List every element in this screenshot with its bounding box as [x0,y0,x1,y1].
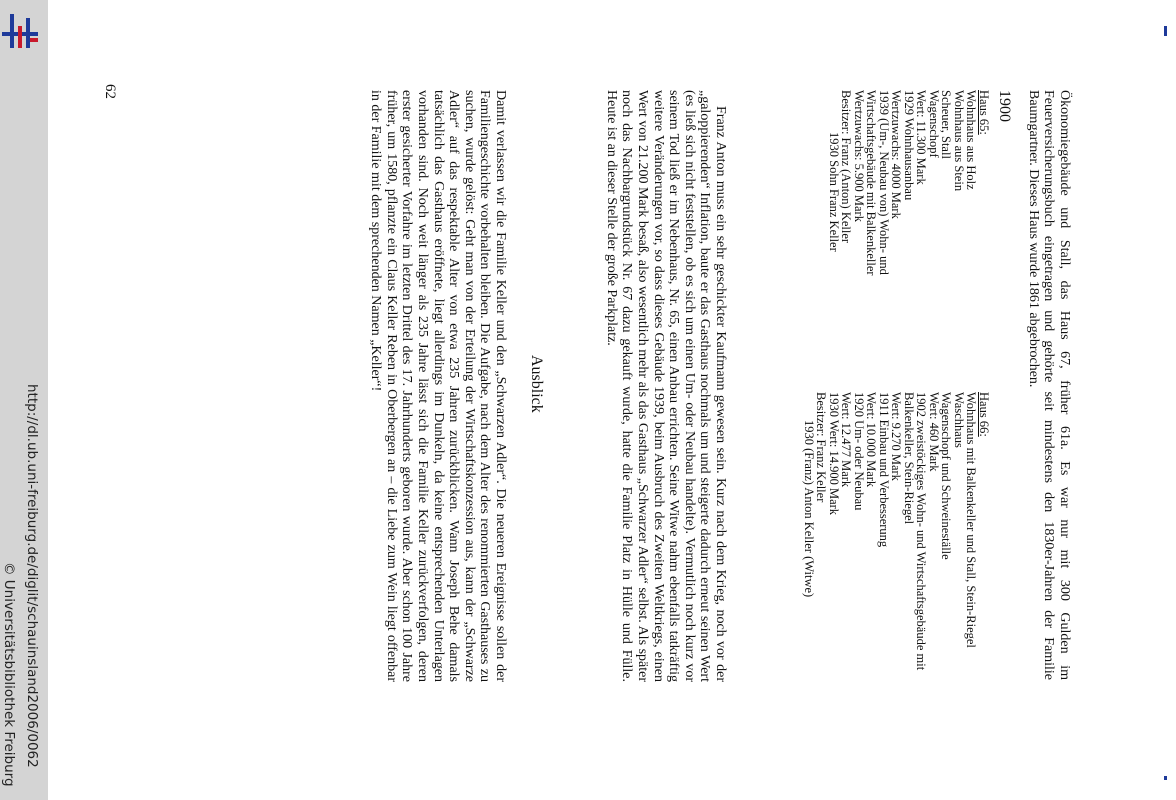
haus65-line: Wohnhaus aus Holz [964,90,979,190]
year-heading: 1900 [996,90,1013,122]
haus66-line: Wagenschopf und Schweineställe [939,392,954,560]
haus65-line: Scheuer, Stall [939,90,954,159]
haus65-line: 1930 Sohn Franz Keller [827,132,841,252]
haus66-line: Wert: 10.000 Mark [864,392,879,488]
page-number: 62 [102,84,118,99]
haus66-line: Balkenkeller, Stein-Riegel [902,392,916,525]
intro-text: Ökonomiegebäude und Stall, das Haus 67, früher 61a. Es war nur mit 300 Gulden im Feuerversicherungsbuch eingetragen und gehörte seit mindestens den 1830er-Jahren der Familie Baumgartner. Dieses Haus wurde 1861 abgebrochen. [1025,90,1072,680]
ausblick-paragraph [368,90,508,682]
ausblick-heading: Ausblick [528,355,545,413]
haus66-line: 1930 (Franz) Anton Keller (Witwe) [802,420,816,598]
haus66-line: Wohnhaus mit Balkenkeller und Stall, Stein-Riegel [964,392,979,648]
haus66-line: 1902 zweistöckiges Wohn- und Wirtschaftsgebäude mit [914,392,929,671]
franz-anton-paragraph [603,90,728,682]
copyright-notice: © Universitätsbibliothek Freiburg [1,562,17,787]
haus65-line: Wertzuwachs: 4000 Mark [889,90,904,219]
edge-mark [1164,776,1167,780]
haus65-line: Wirtschaftsgebäude mit Balkenkeller [864,90,879,276]
haus65-line: Besitzer: Franz (Anton) Keller [839,90,854,244]
haus66-line: Waschhaus [952,392,966,448]
franz-anton-text: Franz Anton muss ein sehr geschickter Kaufmann gewesen sein. Kurz nach dem Krieg, noch vor der „galoppierenden“ Inflation, baute er das Gasthaus nochmals um und steigerte dadurch erneut seinen Wert (es ließ sich nicht feststellen, ob es sich um einen Um- oder Neubau handelte). Vermutlich noch kurz vor seinem Tod ließ er im Nebenhaus, Nr. 65, einen Anbau errichten. Seine Witwe nahm ebenfalls tatkräftig weitere Veränderungen vor, so dass dieses Gebäude 1939, beim Ausbruch des Zweiten Weltkriegs, einen Wert von 21.200 Mark besaß, also wesentlich mehr als das Gasthaus „Schwarzer Adler“ selbst. Als später noch das Nachbargrundstück Nr. 67 dazu gekauft wurde, hatte die Familie Platz in Hülle und Fülle. Heute ist an dieser Stelle der große Parkplatz. [603,90,728,682]
haus65-line: 1939 (Um-, Neubau von) Wohn- und [877,90,891,275]
haus65-line: Wagenschopf [927,90,941,158]
haus65-line: Wert: 11.300 Mark [914,90,929,185]
haus66-line: Wert: 9.270 Mark [889,392,904,481]
intro-paragraph [1025,90,1072,680]
ausblick-text: Damit verlassen wir die Familie Keller und den „Schwarzen Adler“. Die neueren Ereignisse sollen der Familiengeschichte vorbehalten bleiben. Die Aufgabe, nach dem Alter des renommierten Gasthauses zu suchen, wurde gelöst: Geht man von der Erteilung der Wirtschaftskonzession aus, kann der „Schwarze Adler“ auf das respektable Alter von etwa 235 Jahren zurückblicken. Wann Joseph Behe damals tatsächlich das Gasthaus eröffnete, liegt allerdings im Dunkeln, da keine entsprechenden Unterlagen vorhanden sind. Noch weit länger als 235 Jahre lässt sich die Familie Keller zurückverfolgen, deren erster gesicherter Vorfahre im letzten Drittel des 17. Jahrhunderts geboren wurde. Aber schon 100 Jahre früher, um 1580, pflanzte ein Claus Keller Reben in Oberbergen an – die Liebe zum Wein liegt offenbar in der Familie mit dem sprechenden Namen „Keller“! [368,90,508,682]
source-url[interactable]: http://dl.ub.uni-freiburg.de/diglit/schauinsland2006/0062 [24,384,40,768]
haus66-line: 1911 Einbau und Verbesserung [877,392,891,548]
haus66-list [803,392,991,692]
haus66-line: 1920 Um- oder Neubau [852,392,866,511]
haus65-line: 1929 Wohnhausanbau [902,90,916,201]
haus66-line: Besitzer: Franz Keller [814,392,829,503]
haus66-line: 1930 Wert: 14.900 Mark [827,392,841,516]
edge-mark [1164,26,1167,36]
haus65-line: Wertzuwachs: 5.900 Mark [852,90,866,222]
haus66-title: Haus 66: [977,392,991,437]
haus66-line: Wert: 460 Mark [927,392,941,472]
haus66-line: Wert: 12.477 Mark [839,392,854,488]
haus65-title: Haus 65: [977,90,991,135]
haus65-list [828,90,991,390]
haus65-line: Wohnhaus aus Stein [952,90,966,192]
university-logo-icon[interactable] [0,0,48,48]
